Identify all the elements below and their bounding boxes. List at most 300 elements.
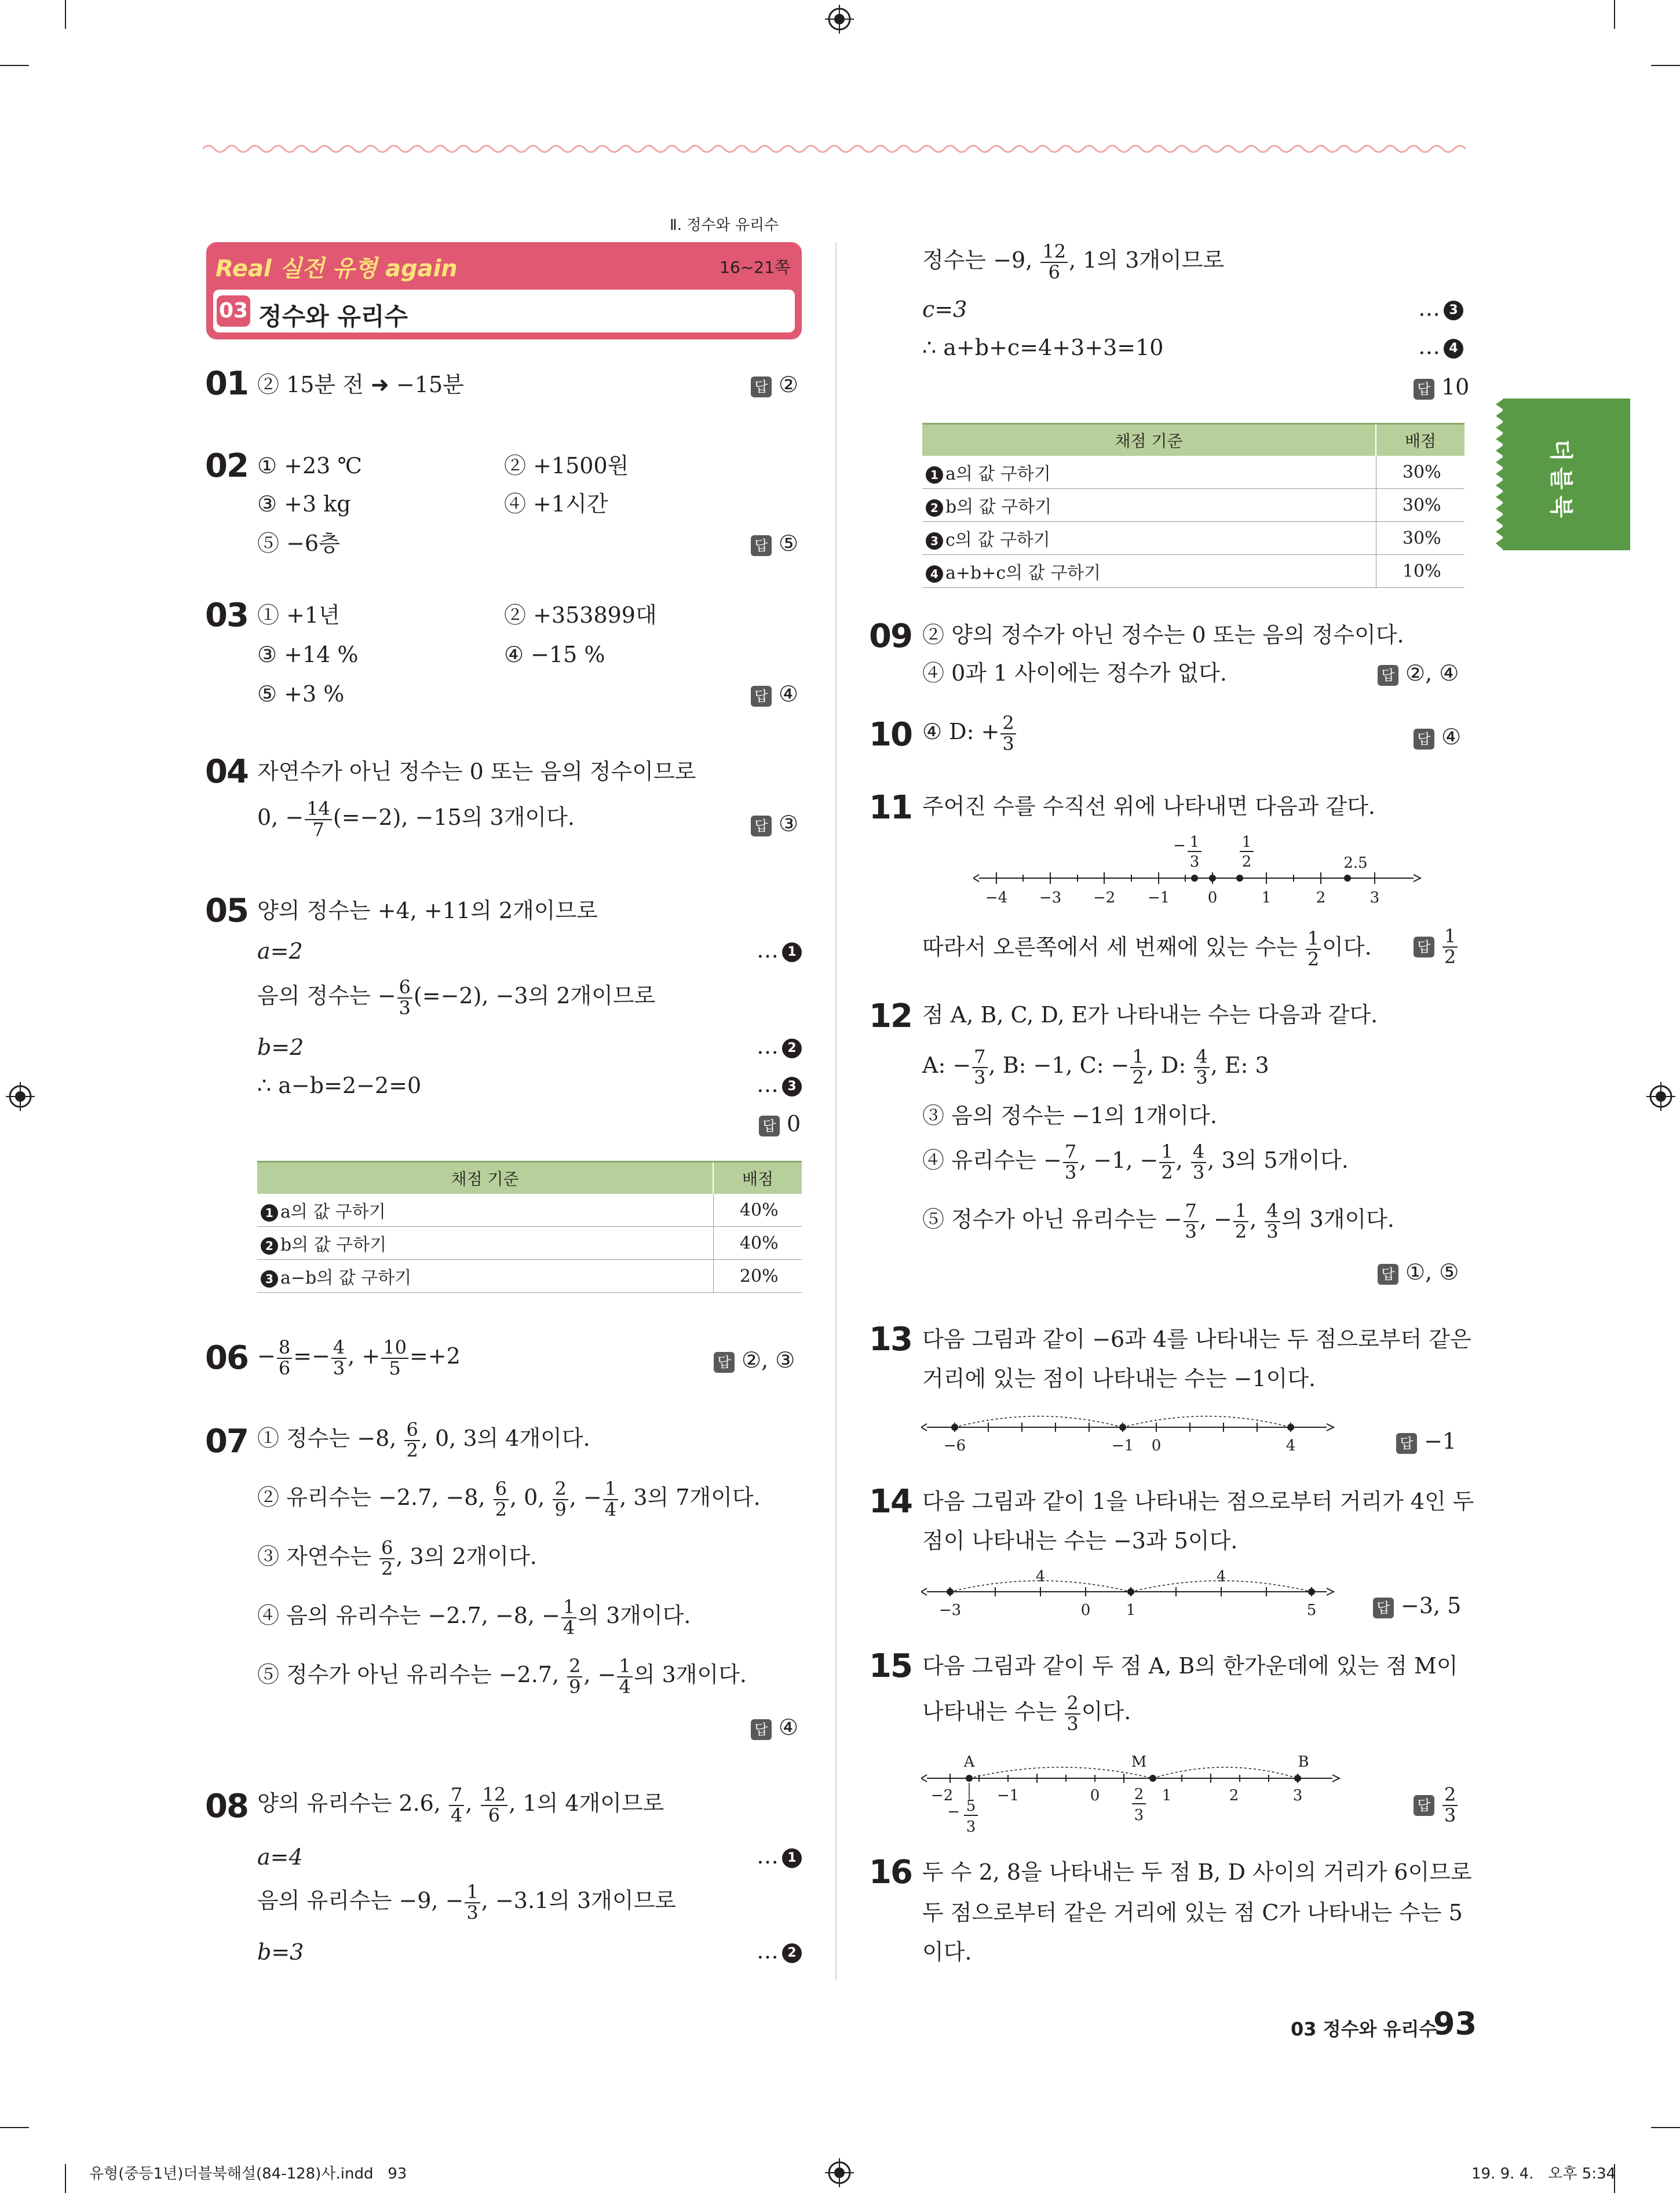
numerator: 1 — [465, 1883, 480, 1903]
step-number: 1 — [261, 1204, 278, 1222]
question-number: 15 — [869, 1647, 912, 1685]
answer-badge-icon: 답 — [1378, 665, 1398, 686]
numerator: 1 — [617, 1657, 632, 1677]
denominator: 2 — [1235, 1220, 1247, 1242]
score-cell: 40% — [713, 1227, 802, 1260]
denominator: 2 — [1161, 1161, 1173, 1183]
fraction — [567, 1657, 582, 1697]
answer-value: 0 — [787, 1111, 801, 1136]
answer-badge-icon: 답 — [714, 1352, 735, 1373]
point-marker — [1119, 1424, 1126, 1431]
tick-label: −2 — [930, 1787, 954, 1804]
q05-line: 양의 정수는 +4, +11의 2개이므로 — [257, 898, 598, 923]
q08-line — [257, 1883, 676, 1922]
q01-solution: ② 15분 전 ➜ −15분 — [257, 372, 464, 397]
step-number: 3 — [261, 1270, 278, 1288]
text: ② 유리수는 −2.7, −8, — [257, 1485, 492, 1511]
text: , −3.1의 3개이므로 — [481, 1888, 677, 1914]
criteria-cell — [922, 489, 1376, 522]
text: (=−2), −15의 3개이다. — [333, 805, 575, 831]
tick-label: 0 — [1207, 889, 1218, 907]
number-line-q14 — [921, 1566, 1338, 1618]
q11-line — [922, 929, 1372, 969]
step-marker: … 2 — [757, 1938, 802, 1964]
score-cell: 30% — [1376, 456, 1464, 489]
numerator: 14 — [305, 799, 332, 820]
denominator: 3 — [1002, 732, 1014, 755]
numerator: 4 — [1265, 1201, 1280, 1222]
section-title: 정수와 유리수 — [258, 302, 408, 331]
distance-arc — [969, 1767, 1153, 1778]
banner-title-box — [213, 290, 795, 332]
fraction — [465, 1883, 480, 1922]
text: ⑤ 정수가 아닌 유리수는 − — [922, 1207, 1182, 1233]
numerator: 6 — [494, 1479, 509, 1500]
step-marker: … 2 — [757, 1033, 802, 1059]
step-number: 2 — [926, 499, 943, 517]
step-number: 2 — [261, 1237, 278, 1255]
numerator: 4 — [331, 1338, 346, 1359]
table-row — [922, 555, 1464, 588]
fraction — [1265, 1201, 1280, 1241]
tick-label: −4 — [985, 889, 1008, 907]
step-number: 2 — [782, 1943, 802, 1963]
q02-item: ① +23 ℃ — [257, 453, 362, 478]
q07-line — [257, 1538, 537, 1578]
q05-line: b=2 — [257, 1035, 304, 1060]
fraction — [1442, 927, 1458, 967]
fraction — [1130, 1047, 1145, 1087]
denominator: 3 — [1192, 1161, 1205, 1183]
numerator: 7 — [1184, 1201, 1199, 1222]
text: , 3의 7개이다. — [619, 1485, 761, 1511]
criteria-cell — [257, 1260, 713, 1293]
point-label-denominator: 3 — [1134, 1807, 1144, 1824]
numerator: 6 — [404, 1420, 419, 1441]
tick-label: 3 — [1369, 889, 1380, 907]
q11-line: 주어진 수를 수직선 위에 나타내면 다음과 같다. — [922, 794, 1376, 819]
step-number: 4 — [1444, 339, 1463, 359]
numerator: 1 — [603, 1479, 618, 1500]
denominator: 4 — [619, 1675, 631, 1698]
q08c-line — [922, 242, 1224, 282]
denominator: 3 — [974, 1066, 986, 1088]
step-number: 2 — [782, 1039, 802, 1058]
column-divider — [835, 242, 837, 1980]
answer-badge-icon: 답 — [759, 1116, 780, 1136]
fraction — [1063, 1142, 1078, 1182]
header-criteria: 채점 기준 — [922, 424, 1376, 456]
point-marker — [966, 1775, 973, 1782]
criteria-text: a의 값 구하기 — [945, 464, 1051, 484]
text: =− — [293, 1343, 330, 1369]
numerator: 1 — [1159, 1142, 1174, 1163]
tick-label: 3 — [1292, 1787, 1303, 1804]
q10-solution — [922, 714, 1017, 754]
fraction — [1442, 1785, 1458, 1825]
text: , E: 3 — [1210, 1052, 1269, 1079]
numerator: 10 — [381, 1338, 408, 1359]
q03-item: ④ −15 % — [504, 642, 605, 667]
denominator: 2 — [1132, 1066, 1144, 1088]
q01-answer — [751, 372, 798, 397]
print-file-info: 유형(중등1년)더블북해설(84-128)사.indd 93 — [89, 2165, 407, 2183]
text: , — [1175, 1147, 1190, 1174]
criteria-text: b의 값 구하기 — [945, 497, 1052, 517]
point-label-sign: − — [1173, 837, 1186, 854]
fraction — [331, 1338, 346, 1378]
text: 나타내는 수는 — [922, 1699, 1064, 1725]
numerator: 2 — [1065, 1694, 1080, 1715]
print-timestamp: 19. 9. 4. 오후 5:34 — [1471, 2165, 1616, 2183]
fraction — [1194, 1047, 1209, 1087]
q02-item: ⑤ −6층 — [257, 531, 340, 556]
q12-line — [922, 1142, 1349, 1182]
table-row — [257, 1227, 802, 1260]
distance-label: 4 — [1035, 1568, 1046, 1585]
tick-label: −1 — [996, 1787, 1020, 1804]
point-label-numerator: 1 — [1241, 834, 1252, 851]
table-header — [257, 1162, 802, 1194]
point-marker — [1236, 875, 1243, 882]
text: =+2 — [409, 1343, 461, 1369]
step-number: 3 — [782, 1077, 802, 1096]
question-number: 07 — [205, 1423, 248, 1460]
question-number: 08 — [205, 1788, 248, 1825]
q08c-line: c=3 — [922, 297, 967, 322]
arrow-right-icon — [1332, 1775, 1339, 1782]
fraction — [561, 1598, 576, 1638]
numerator: 2 — [1000, 714, 1016, 734]
step-number: 1 — [782, 1848, 802, 1868]
fraction — [972, 1047, 987, 1087]
tick-label: 4 — [1285, 1437, 1296, 1454]
q11-answer — [1414, 927, 1459, 967]
q14-answer — [1373, 1593, 1461, 1618]
text: , D: — [1146, 1052, 1193, 1079]
q02-item: ③ +3 kg — [257, 491, 351, 517]
text: (=−2), −3의 2개이므로 — [413, 983, 656, 1009]
text: , −1, − — [1079, 1147, 1159, 1174]
answer-badge-icon: 답 — [1396, 1433, 1417, 1454]
text: ⑤ 정수가 아닌 유리수는 −2.7, — [257, 1662, 567, 1688]
q03-item: ⑤ +3 % — [257, 681, 345, 707]
tick-label: −3 — [1039, 889, 1062, 907]
header-score: 배점 — [1376, 424, 1464, 456]
q09-line: ④ 0과 1 사이에는 정수가 없다. — [922, 660, 1227, 686]
q12-answer — [1378, 1259, 1459, 1285]
fraction — [481, 1785, 508, 1825]
point-letter: B — [1298, 1753, 1309, 1771]
fraction — [603, 1479, 618, 1519]
point-letter: M — [1131, 1753, 1147, 1771]
q07-answer — [751, 1715, 798, 1740]
answer-badge-icon: 답 — [1378, 1264, 1398, 1285]
step-marker: … 3 — [1418, 295, 1463, 321]
q06-solution — [257, 1338, 461, 1378]
criteria-text: a의 값 구하기 — [280, 1202, 386, 1222]
question-number: 01 — [205, 365, 248, 403]
denominator: 6 — [488, 1804, 501, 1826]
text: 0, − — [257, 805, 304, 831]
answer-value: ①, ⑤ — [1405, 1259, 1459, 1285]
numerator: 12 — [481, 1785, 508, 1806]
section-number-badge: 03 — [217, 295, 250, 327]
question-number: 03 — [205, 597, 248, 634]
arrow-right-icon — [1327, 1588, 1334, 1595]
text: , 1의 4개이므로 — [509, 1790, 664, 1816]
tick-label: −1 — [1147, 889, 1170, 907]
q16-line: 두 점으로부터 같은 거리에 있는 점 C가 나타내는 수는 5 — [922, 1900, 1463, 1925]
point-label-sign: − — [947, 1803, 960, 1821]
fraction — [617, 1657, 632, 1697]
q02-item: ④ +1시간 — [504, 491, 608, 517]
registration-mark-icon — [825, 5, 854, 34]
question-number: 14 — [869, 1483, 912, 1521]
answer-badge-icon: 답 — [751, 686, 772, 707]
criteria-cell — [922, 456, 1376, 489]
tick-label: 2 — [1229, 1787, 1239, 1804]
denominator: 9 — [569, 1675, 581, 1698]
q15-line: 다음 그림과 같이 두 점 A, B의 한가운데에 있는 점 M이 — [922, 1653, 1458, 1679]
answer-value: ④ — [779, 681, 799, 707]
fraction — [1040, 242, 1068, 282]
text: 이다. — [1322, 934, 1372, 960]
text: ④ 유리수는 − — [922, 1147, 1062, 1174]
text: , 3의 5개이다. — [1207, 1147, 1349, 1174]
q09-line: ② 양의 정수가 아닌 정수는 0 또는 음의 정수이다. — [922, 622, 1404, 648]
numerator: 8 — [277, 1338, 292, 1359]
point-marker — [1294, 1775, 1301, 1782]
crop-mark — [0, 2127, 29, 2128]
answer-badge-icon: 답 — [751, 1719, 772, 1740]
point-label-denominator: 2 — [1241, 853, 1252, 871]
point-marker — [1344, 875, 1351, 882]
q03-item: ③ +14 % — [257, 642, 359, 667]
text: − — [257, 1343, 276, 1369]
numerator: 6 — [397, 978, 412, 999]
q03-answer — [751, 681, 798, 707]
denominator: 2 — [1307, 948, 1320, 970]
criteria-cell — [257, 1227, 713, 1260]
denominator: 3 — [1067, 1712, 1079, 1735]
tick-label: 0 — [1090, 1787, 1100, 1804]
question-number: 16 — [869, 1854, 912, 1891]
fraction — [1065, 1694, 1080, 1734]
number-line-q11 — [973, 834, 1425, 909]
text: 따라서 오른쪽에서 세 번째에 있는 수는 — [922, 934, 1305, 960]
table-row — [922, 522, 1464, 555]
numerator: 2 — [553, 1479, 568, 1500]
table-row — [922, 489, 1464, 522]
text: , — [465, 1790, 480, 1816]
answer-badge-icon: 답 — [1414, 729, 1434, 750]
text: 의 3개이다. — [633, 1662, 747, 1688]
fraction — [494, 1479, 509, 1519]
q08-line — [257, 1785, 664, 1825]
text: , − — [569, 1485, 602, 1511]
q02-item: ② +1500원 — [504, 453, 629, 478]
text: 의 3개이다. — [578, 1603, 691, 1629]
q04-line1: 자연수가 아닌 정수는 0 또는 음의 정수이므로 — [257, 759, 696, 784]
distance-arc — [955, 1416, 1123, 1427]
text: , + — [348, 1343, 381, 1369]
answer-badge-icon: 답 — [1373, 1598, 1394, 1618]
denominator: 9 — [554, 1498, 567, 1521]
number-line-q13 — [921, 1402, 1338, 1454]
crop-mark — [1651, 65, 1680, 66]
answer-badge-icon: 답 — [751, 377, 772, 397]
q14-line: 점이 나타내는 수는 −3과 5이다. — [922, 1528, 1238, 1554]
numerator: 2 — [1442, 1785, 1458, 1806]
q13-line: 다음 그림과 같이 −6과 4를 나타내는 두 점으로부터 같은 — [922, 1326, 1471, 1352]
denominator: 2 — [1444, 945, 1456, 968]
q14-line: 다음 그림과 같이 1을 나타내는 점으로부터 거리가 4인 두 — [922, 1489, 1474, 1514]
registration-mark-icon — [1646, 1082, 1675, 1111]
text: , 0, 3의 4개이다. — [421, 1426, 590, 1452]
answer-badge-icon: 답 — [1414, 937, 1434, 957]
answer-badge-icon: 답 — [1414, 379, 1434, 400]
numerator: 1 — [1130, 1047, 1145, 1068]
tick-label: −1 — [1111, 1437, 1134, 1454]
q04-answer — [751, 811, 798, 836]
point-label-denominator: 3 — [966, 1818, 976, 1836]
page-number: 93 — [1433, 2005, 1477, 2042]
tick-label: 0 — [1080, 1602, 1091, 1618]
q07-line — [257, 1420, 590, 1460]
crop-mark — [1651, 2127, 1680, 2128]
q12-line — [922, 1047, 1269, 1087]
denominator: 3 — [1185, 1220, 1197, 1242]
fraction — [1184, 1201, 1199, 1241]
chapter-label: Ⅱ. 정수와 유리수 — [670, 217, 779, 234]
point-label: 2.5 — [1343, 854, 1368, 872]
q08-line: a=4 — [257, 1844, 303, 1870]
text: ① 정수는 −8, — [257, 1426, 404, 1452]
tick-label: 1 — [1162, 1787, 1172, 1804]
q03-item: ① +1년 — [257, 602, 340, 628]
text: , 3의 2개이다. — [396, 1544, 537, 1570]
arrow-left-icon — [921, 1775, 927, 1782]
text: 이다. — [1081, 1699, 1131, 1725]
question-number: 02 — [205, 447, 248, 485]
q13-line: 거리에 있는 점이 나타내는 수는 −1이다. — [922, 1366, 1316, 1391]
q12-line: ③ 음의 정수는 −1의 1개이다. — [922, 1103, 1217, 1128]
header-score: 배점 — [713, 1162, 802, 1194]
point-letter: A — [963, 1753, 975, 1771]
q05-line — [257, 978, 655, 1018]
answer-value: ④ — [779, 1715, 799, 1740]
answer-value: ②, ④ — [1405, 660, 1459, 686]
step-number: 3 — [1444, 301, 1463, 320]
fraction — [1000, 714, 1016, 754]
point-marker — [1191, 875, 1198, 882]
top-wave-divider — [203, 142, 1471, 155]
text: , — [1250, 1207, 1264, 1233]
numerator: 1 — [1306, 929, 1321, 950]
text: 양의 유리수는 2.6, — [257, 1790, 448, 1816]
arrow-left-icon — [921, 1424, 927, 1431]
q12-line — [922, 1201, 1394, 1241]
crop-mark — [65, 2164, 66, 2193]
text: 정수는 −9, — [922, 247, 1040, 273]
criteria-text: a+b+c의 값 구하기 — [945, 563, 1101, 583]
q10-answer — [1414, 724, 1461, 750]
answer-value: ② — [779, 372, 799, 397]
score-cell: 10% — [1376, 555, 1464, 588]
question-number: 09 — [869, 617, 912, 655]
crop-mark — [65, 0, 66, 29]
header-criteria: 채점 기준 — [257, 1162, 713, 1194]
answer-value: 10 — [1441, 374, 1470, 400]
question-number: 04 — [205, 753, 248, 791]
point-marker — [1287, 1424, 1294, 1431]
score-cell: 40% — [713, 1194, 802, 1227]
number-line-q15 — [921, 1746, 1344, 1839]
denominator: 5 — [389, 1357, 401, 1379]
denominator: 3 — [1064, 1161, 1077, 1183]
text: , − — [1199, 1207, 1232, 1233]
point-label-numerator: 1 — [1189, 834, 1200, 851]
crop-mark — [1614, 0, 1615, 29]
point-label-numerator: 5 — [966, 1797, 976, 1815]
text: , − — [583, 1662, 616, 1688]
q07-line — [257, 1598, 691, 1638]
tick-label: 2 — [1316, 889, 1326, 907]
step-marker: … 1 — [757, 937, 802, 963]
q15-line — [922, 1694, 1131, 1734]
tick-label: 1 — [1126, 1602, 1136, 1618]
text: ④ 음의 유리수는 −2.7, −8, − — [257, 1603, 560, 1629]
score-cell: 30% — [1376, 489, 1464, 522]
denominator: 6 — [1048, 261, 1060, 283]
registration-mark-icon — [6, 1082, 35, 1111]
denominator: 4 — [604, 1498, 617, 1521]
numerator: 1 — [1233, 1201, 1248, 1222]
zigzag-edge-icon — [1496, 399, 1504, 550]
numerator: 6 — [379, 1538, 395, 1559]
fraction — [1233, 1201, 1248, 1241]
q05-line: ∴ a−b=2−2=0 — [257, 1073, 422, 1098]
q08-answer — [1414, 374, 1469, 400]
denominator: 3 — [1266, 1220, 1279, 1242]
step-marker: … 3 — [757, 1072, 802, 1097]
fraction — [379, 1538, 395, 1578]
q05-answer — [759, 1111, 801, 1136]
answer-value: ⑤ — [779, 531, 799, 556]
q08c-line: ∴ a+b+c=4+3+3=10 — [922, 335, 1164, 360]
numerator: 4 — [1191, 1142, 1206, 1163]
tick-label: −2 — [1093, 889, 1116, 907]
numerator: 7 — [449, 1785, 464, 1806]
text: , B: −1, C: − — [988, 1052, 1130, 1079]
distance-arc — [1153, 1767, 1298, 1778]
numerator: 7 — [972, 1047, 987, 1068]
point-marker — [947, 1588, 954, 1595]
q08-line: b=3 — [257, 1939, 304, 1965]
answer-value: ②, ③ — [742, 1347, 795, 1373]
q06-answer — [714, 1347, 795, 1373]
q05-line: a=2 — [257, 938, 303, 964]
fraction — [1306, 929, 1321, 969]
fraction — [553, 1479, 568, 1519]
q03-item: ② +353899대 — [504, 602, 657, 628]
fraction — [1191, 1142, 1206, 1182]
answer-badge-icon: 답 — [1414, 1795, 1434, 1816]
footer-section-label: 03 정수와 유리수 — [1291, 2018, 1437, 2040]
table-row — [257, 1260, 802, 1293]
banner-logo: Real 실전 유형 again — [216, 255, 458, 282]
